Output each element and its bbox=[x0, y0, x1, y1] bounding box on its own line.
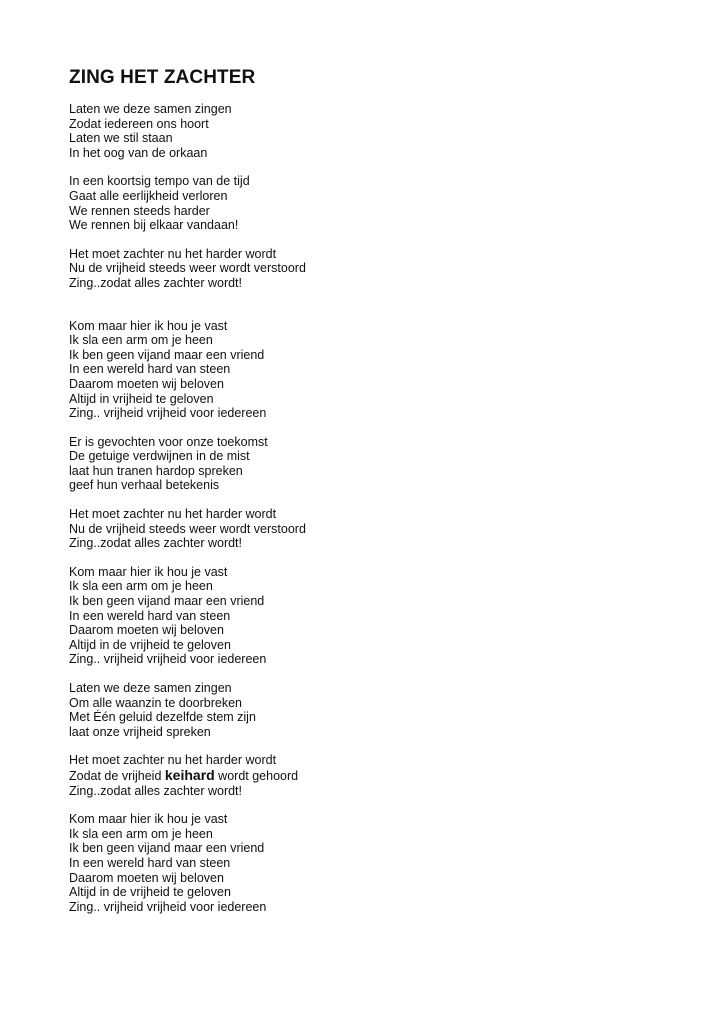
lyric-line: Ik ben geen vijand maar een vriend bbox=[69, 594, 265, 609]
stanza-8 bbox=[69, 681, 669, 739]
stanza-2 bbox=[69, 174, 669, 232]
lyric-line: Het moet zachter nu het harder wordt bbox=[69, 753, 277, 768]
lyric-line: Altijd in de vrijheid te geloven bbox=[69, 637, 231, 652]
lyric-line: Nu de vrijheid steeds weer wordt verstoord bbox=[69, 261, 306, 276]
lyric-line: Om alle waanzin te doorbreken bbox=[69, 695, 243, 710]
stanza-4 bbox=[69, 319, 669, 421]
lyric-line: Daarom moeten wij beloven bbox=[69, 870, 224, 885]
lyric-line: In een wereld hard van steen bbox=[69, 608, 231, 623]
stanza-9 bbox=[69, 753, 669, 798]
lyrics-page bbox=[69, 66, 669, 928]
lyric-line: Kom maar hier ik hou je vast bbox=[69, 812, 228, 827]
lyric-line: Ik ben geen vijand maar een vriend bbox=[69, 347, 265, 362]
lyric-line: Ik sla een arm om je heen bbox=[69, 826, 213, 841]
lyric-line: Zing..zodat alles zachter wordt! bbox=[69, 783, 242, 798]
lyric-line: In een wereld hard van steen bbox=[69, 855, 231, 870]
lyric-line: In een wereld hard van steen bbox=[69, 362, 231, 377]
lyric-line: laat onze vrijheid spreken bbox=[69, 724, 211, 739]
lyric-line: Het moet zachter nu het harder wordt bbox=[69, 246, 277, 261]
lyric-line: Kom maar hier ik hou je vast bbox=[69, 318, 228, 333]
lyric-line: De getuige verdwijnen in de mist bbox=[69, 449, 250, 464]
stanza-5 bbox=[69, 435, 669, 493]
lyric-line: In een koortsig tempo van de tijd bbox=[69, 174, 250, 189]
lyric-line: geef hun verhaal betekenis bbox=[69, 478, 220, 493]
lyric-line: Het moet zachter nu het harder wordt bbox=[69, 507, 277, 522]
lyric-line: Nu de vrijheid steeds weer wordt verstoord bbox=[69, 521, 306, 536]
lyric-line: Ik sla een arm om je heen bbox=[69, 579, 213, 594]
lyric-line: Er is gevochten voor onze toekomst bbox=[69, 434, 268, 449]
lyric-line: Laten we deze samen zingen bbox=[69, 102, 232, 116]
lyric-line: In het oog van de orkaan bbox=[69, 145, 208, 160]
lyric-line: Zing..zodat alles zachter wordt! bbox=[69, 275, 242, 290]
lyric-line: Gaat alle eerlijkheid verloren bbox=[69, 188, 228, 203]
emphasis-after: wordt gehoord bbox=[214, 768, 299, 783]
lyric-line: Kom maar hier ik hou je vast bbox=[69, 564, 228, 579]
stanza-10 bbox=[69, 812, 669, 914]
stanza-7 bbox=[69, 565, 669, 667]
song-title: ZING HET ZACHTER bbox=[69, 67, 256, 88]
lyric-line-emphasis bbox=[69, 768, 669, 784]
stanza-1 bbox=[69, 102, 669, 160]
lyric-line: Altijd in de vrijheid te geloven bbox=[69, 885, 231, 900]
lyric-line: Met Één geluid dezelfde stem zijn bbox=[69, 710, 256, 725]
stanza-3 bbox=[69, 247, 669, 291]
emphasis-before: Zodat de vrijheid bbox=[69, 768, 165, 783]
lyric-line: Laten we stil staan bbox=[69, 131, 173, 146]
lyric-line: laat hun tranen hardop spreken bbox=[69, 463, 243, 478]
lyric-line: Daarom moeten wij beloven bbox=[69, 376, 224, 391]
lyric-line: Zing.. vrijheid vrijheid voor iedereen bbox=[69, 652, 267, 667]
lyric-line: We rennen steeds harder bbox=[69, 203, 210, 218]
lyric-line: Daarom moeten wij beloven bbox=[69, 623, 224, 638]
lyric-line: Zing..zodat alles zachter wordt! bbox=[69, 536, 242, 551]
lyric-line: Zing.. vrijheid vrijheid voor iedereen bbox=[69, 899, 267, 914]
lyric-line: Ik sla een arm om je heen bbox=[69, 333, 213, 348]
lyric-line: We rennen bij elkaar vandaan! bbox=[69, 218, 239, 233]
lyric-line: Zing.. vrijheid vrijheid voor iedereen bbox=[69, 406, 267, 421]
lyric-line: Zodat iedereen ons hoort bbox=[69, 116, 209, 131]
stanza-6 bbox=[69, 507, 669, 551]
lyric-line: Laten we deze samen zingen bbox=[69, 681, 232, 695]
emphasis-word: keihard bbox=[164, 766, 215, 783]
lyric-line: Ik ben geen vijand maar een vriend bbox=[69, 841, 265, 856]
lyric-line: Altijd in vrijheid te geloven bbox=[69, 391, 214, 406]
